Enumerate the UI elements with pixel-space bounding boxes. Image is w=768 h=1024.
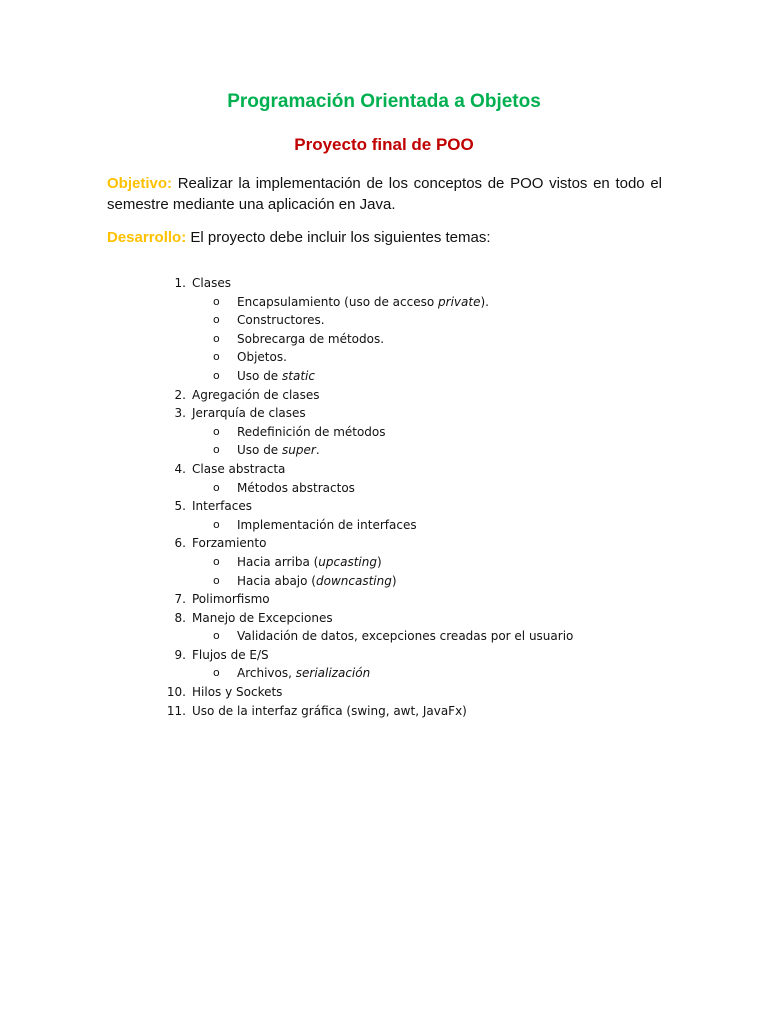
list-item-label: Manejo de Excepciones — [192, 610, 333, 625]
sub-list-item-text — [237, 553, 382, 572]
list-item-number: 8. — [174, 610, 186, 625]
list-item-label: Forzamiento — [192, 536, 267, 551]
bullet-icon: o — [213, 368, 220, 382]
sub-item-suffix: . — [315, 443, 320, 458]
sub-item-text: Implementación de interfaces — [237, 517, 417, 532]
sub-list-item — [0, 367, 768, 386]
sub-list-item-text — [237, 367, 315, 386]
sub-item-text: Métodos abstractos — [237, 480, 355, 495]
sub-list-item-text — [237, 627, 573, 646]
sub-list-item — [0, 330, 768, 349]
bullet-icon: o — [213, 443, 220, 457]
list-item-number: 10. — [166, 685, 186, 700]
list-item — [0, 497, 768, 516]
list-item-number: 2. — [174, 387, 186, 402]
list-item-label: Uso de la interfaz gráfica (swing, awt, JavaFx) — [192, 703, 467, 718]
list-item-label: Polimorfismo — [192, 592, 270, 607]
bullet-icon: o — [213, 313, 220, 327]
list-item-number: 4. — [174, 461, 186, 476]
sub-item-suffix: ) — [376, 554, 382, 569]
sub-list-item — [0, 553, 768, 572]
bullet-icon: o — [213, 331, 220, 345]
objective-paragraph — [107, 173, 662, 215]
bullet-icon: o — [213, 517, 220, 531]
list-item-number: 5. — [174, 499, 186, 514]
sub-item-text: Uso de — [237, 443, 283, 458]
sub-item-text: Validación de datos, excepciones creadas por el usuario — [237, 629, 574, 644]
sub-item-text: Encapsulamiento (uso de acceso — [237, 294, 439, 309]
sub-item-text: Hacia abajo ( — [237, 573, 316, 588]
bullet-icon: o — [213, 629, 220, 643]
list-item-label: Interfaces — [192, 499, 252, 514]
list-item — [0, 590, 768, 609]
list-item — [0, 404, 768, 423]
list-item-label: Flujos de E/S — [192, 647, 269, 662]
sub-item-emphasis: static — [282, 368, 315, 383]
sub-list-item — [0, 423, 768, 442]
sub-list-item — [0, 441, 768, 460]
topic-list — [0, 274, 768, 720]
sub-item-text: Redefinición de métodos — [237, 424, 386, 439]
sub-item-emphasis: super — [282, 443, 316, 458]
sub-item-emphasis: upcasting — [318, 554, 377, 569]
list-item — [0, 609, 768, 628]
list-item — [0, 460, 768, 479]
sub-item-text: Archivos, — [237, 666, 296, 681]
sub-list-item — [0, 293, 768, 312]
sub-list-item-text — [237, 516, 417, 535]
sub-item-suffix: ) — [391, 573, 397, 588]
sub-list-item — [0, 348, 768, 367]
sub-list-item — [0, 479, 768, 498]
list-item — [0, 534, 768, 553]
objective-text: Realizar la implementación de los conceptos de POO vistos en todo el semestre mediante una aplicación en Java. — [107, 175, 662, 213]
sub-list-item — [0, 664, 768, 683]
sub-list-item-text — [237, 348, 287, 367]
bullet-icon: o — [213, 666, 220, 680]
sub-item-emphasis: downcasting — [315, 573, 392, 588]
list-item-number: 9. — [174, 647, 186, 662]
sub-list-item — [0, 311, 768, 330]
document-title: Programación Orientada a Objetos — [227, 91, 541, 112]
development-text: El proyecto debe incluir los siguientes temas: — [186, 229, 491, 246]
list-item — [0, 386, 768, 405]
list-item-number: 3. — [174, 406, 186, 421]
bullet-icon: o — [213, 573, 220, 587]
development-paragraph — [107, 227, 662, 248]
list-item-label: Hilos y Sockets — [192, 685, 283, 700]
sub-list-item — [0, 627, 768, 646]
list-item-label: Jerarquía de clases — [192, 406, 306, 421]
sub-item-text: Constructores. — [237, 313, 325, 328]
development-label: Desarrollo: — [107, 229, 187, 246]
objective-label: Objetivo: — [107, 175, 173, 192]
list-item — [0, 646, 768, 665]
list-item — [0, 683, 768, 702]
bullet-icon: o — [213, 294, 220, 308]
sub-list-item-text — [237, 441, 320, 460]
sub-list-item-text — [237, 293, 489, 312]
sub-item-suffix: ). — [480, 294, 489, 309]
sub-list-item-text — [237, 664, 370, 683]
list-item — [0, 274, 768, 293]
sub-item-emphasis: private — [438, 294, 481, 309]
list-item — [0, 702, 768, 721]
sub-item-emphasis: serialización — [295, 666, 371, 681]
bullet-icon: o — [213, 554, 220, 568]
list-item-label: Clases — [192, 276, 231, 290]
bullet-icon: o — [213, 424, 220, 438]
sub-item-text: Uso de — [237, 368, 283, 383]
sub-item-text: Sobrecarga de métodos. — [237, 331, 385, 346]
sub-item-text: Objetos. — [237, 350, 287, 365]
bullet-icon: o — [213, 350, 220, 364]
list-item-number: 1. — [174, 276, 186, 290]
sub-list-item — [0, 572, 768, 591]
sub-list-item-text — [237, 479, 355, 498]
sub-list-item-text — [237, 423, 386, 442]
sub-list-item-text — [237, 311, 325, 330]
list-item-number: 6. — [174, 536, 186, 551]
list-item-number: 11. — [166, 703, 186, 718]
list-item-label: Clase abstracta — [192, 461, 286, 476]
bullet-icon: o — [213, 480, 220, 494]
sub-list-item-text — [237, 330, 384, 349]
sub-item-text: Hacia arriba ( — [237, 554, 319, 569]
sub-list-item-text — [237, 572, 397, 591]
list-item-label: Agregación de clases — [192, 387, 320, 402]
list-item-number: 7. — [174, 592, 186, 607]
document-subtitle: Proyecto final de POO — [294, 135, 474, 154]
sub-list-item — [0, 516, 768, 535]
